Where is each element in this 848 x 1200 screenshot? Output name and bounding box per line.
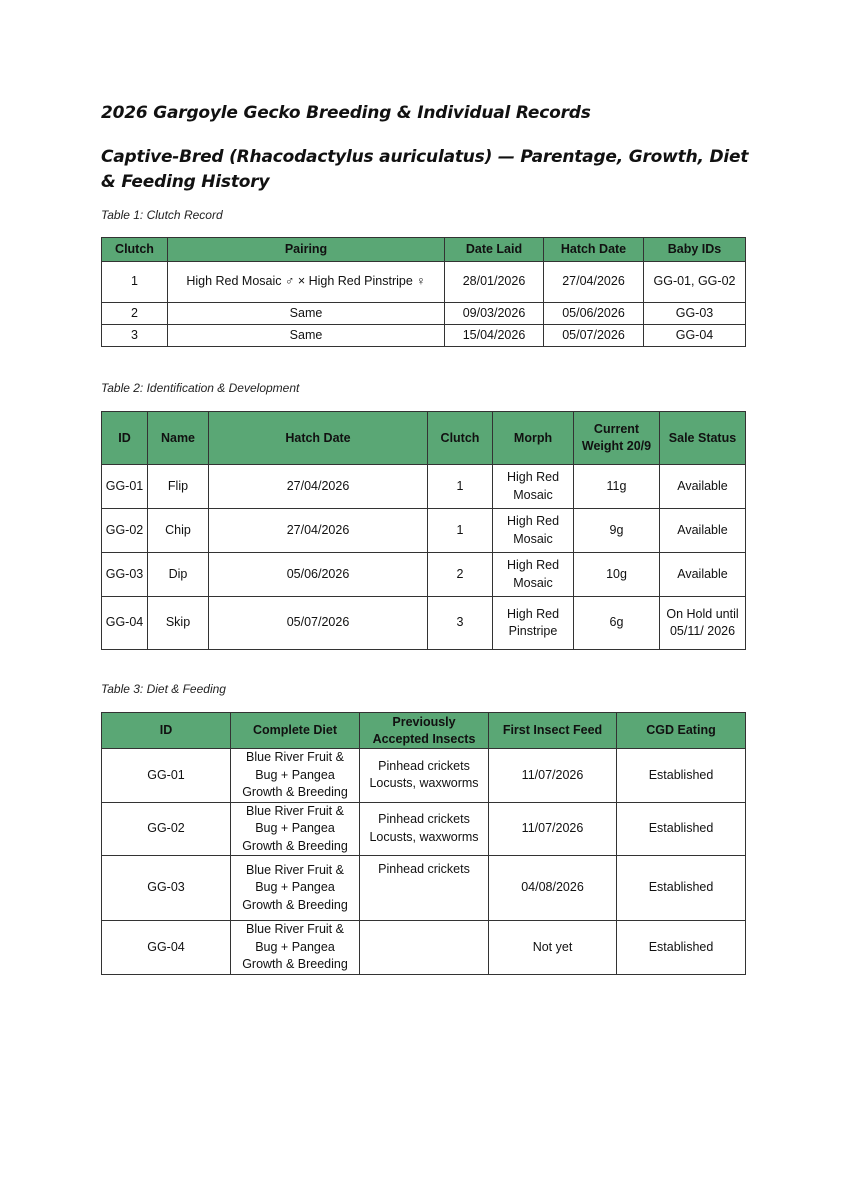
table-cell: 10g bbox=[574, 553, 660, 597]
table-cell: 3 bbox=[428, 597, 493, 650]
table-cell: Flip bbox=[148, 465, 209, 509]
table-row bbox=[102, 749, 746, 803]
table-cell: 15/04/2026 bbox=[445, 325, 544, 347]
table-cell: 05/07/2026 bbox=[209, 597, 428, 650]
table-cell: Established bbox=[617, 856, 746, 921]
table-cell: 3 bbox=[102, 325, 168, 347]
column-header: First Insect Feed bbox=[489, 713, 617, 749]
table-cell: Available bbox=[660, 509, 746, 553]
column-header: Name bbox=[148, 412, 209, 465]
document-subtitle: Captive-Bred (Rhacodactylus auriculatus) — Parentage, Growth, Diet & Feeding History bbox=[101, 147, 749, 192]
table-cell: GG-01 bbox=[102, 465, 148, 509]
column-header: Date Laid bbox=[445, 238, 544, 262]
column-header: Hatch Date bbox=[209, 412, 428, 465]
table-cell: High Red Mosaic ♂ × High Red Pinstripe ♀ bbox=[168, 262, 445, 303]
column-header: Clutch bbox=[428, 412, 493, 465]
column-header: ID bbox=[102, 412, 148, 465]
column-header: Clutch bbox=[102, 238, 168, 262]
table2-caption: Table 2: Identification & Development bbox=[101, 381, 300, 395]
table-cell: GG-03 bbox=[644, 303, 746, 325]
table-cell: GG-02 bbox=[102, 509, 148, 553]
column-header: ID bbox=[102, 713, 231, 749]
table-row bbox=[102, 509, 746, 553]
identification-development-table bbox=[101, 411, 746, 650]
table-cell: Established bbox=[617, 749, 746, 803]
table-cell: Available bbox=[660, 553, 746, 597]
table-cell: Same bbox=[168, 303, 445, 325]
column-header: Sale Status bbox=[660, 412, 746, 465]
table-cell: 6g bbox=[574, 597, 660, 650]
table-cell: 1 bbox=[102, 262, 168, 303]
table-cell: Blue River Fruit & Bug + Pangea Growth & Breeding bbox=[231, 856, 360, 921]
table-row bbox=[102, 303, 746, 325]
table-cell: Dip bbox=[148, 553, 209, 597]
table-row bbox=[102, 553, 746, 597]
table-row bbox=[102, 325, 746, 347]
table-cell: 27/04/2026 bbox=[209, 465, 428, 509]
table-cell: 27/04/2026 bbox=[544, 262, 644, 303]
table-cell: Blue River Fruit & Bug + Pangea Growth & Breeding bbox=[231, 749, 360, 803]
table-cell: 2 bbox=[102, 303, 168, 325]
table-row bbox=[102, 262, 746, 303]
table-cell: GG-04 bbox=[102, 921, 231, 975]
table-cell: GG-01 bbox=[102, 749, 231, 803]
column-header: Morph bbox=[493, 412, 574, 465]
table-row bbox=[102, 856, 746, 921]
table-cell: Chip bbox=[148, 509, 209, 553]
table-cell: Pinhead crickets Locusts, waxworms bbox=[360, 749, 489, 803]
table3-caption: Table 3: Diet & Feeding bbox=[101, 682, 226, 696]
column-header: CGD Eating bbox=[617, 713, 746, 749]
table-row bbox=[102, 597, 746, 650]
table-cell: On Hold until 05/11/ 2026 bbox=[660, 597, 746, 650]
table-cell: Pinhead crickets Locusts, waxworms bbox=[360, 802, 489, 856]
table-cell: Skip bbox=[148, 597, 209, 650]
table-row bbox=[102, 802, 746, 856]
table-cell: Not yet bbox=[489, 921, 617, 975]
table-cell: 27/04/2026 bbox=[209, 509, 428, 553]
table-cell: 2 bbox=[428, 553, 493, 597]
table-cell: GG-03 bbox=[102, 553, 148, 597]
table-cell: High Red Mosaic bbox=[493, 509, 574, 553]
document-title: 2026 Gargoyle Gecko Breeding & Individual Records bbox=[101, 103, 591, 123]
table-row bbox=[102, 921, 746, 975]
table-cell: 11/07/2026 bbox=[489, 749, 617, 803]
table-cell: GG-02 bbox=[102, 802, 231, 856]
column-header: Current Weight 20/9 bbox=[574, 412, 660, 465]
column-header: Hatch Date bbox=[544, 238, 644, 262]
column-header: Previously Accepted Insects bbox=[360, 713, 489, 749]
table-cell: High Red Mosaic bbox=[493, 465, 574, 509]
table-cell: Blue River Fruit & Bug + Pangea Growth & Breeding bbox=[231, 802, 360, 856]
table-cell: 11/07/2026 bbox=[489, 802, 617, 856]
table-cell: GG-04 bbox=[102, 597, 148, 650]
table-cell: Blue River Fruit & Bug + Pangea Growth & Breeding bbox=[231, 921, 360, 975]
table-cell: 05/06/2026 bbox=[544, 303, 644, 325]
table-cell: 05/07/2026 bbox=[544, 325, 644, 347]
table-cell: GG-01, GG-02 bbox=[644, 262, 746, 303]
table-cell: 28/01/2026 bbox=[445, 262, 544, 303]
column-header: Baby IDs bbox=[644, 238, 746, 262]
column-header: Pairing bbox=[168, 238, 445, 262]
table-cell: High Red Mosaic bbox=[493, 553, 574, 597]
clutch-record-table bbox=[101, 237, 746, 347]
table-cell: GG-03 bbox=[102, 856, 231, 921]
table-cell: High Red Pinstripe bbox=[493, 597, 574, 650]
table-cell: Same bbox=[168, 325, 445, 347]
table-cell: 05/06/2026 bbox=[209, 553, 428, 597]
table-cell: Established bbox=[617, 802, 746, 856]
table-cell: 09/03/2026 bbox=[445, 303, 544, 325]
table-cell: 11g bbox=[574, 465, 660, 509]
table-cell bbox=[360, 921, 489, 975]
table-cell: 1 bbox=[428, 465, 493, 509]
table-cell: Available bbox=[660, 465, 746, 509]
table-cell: 04/08/2026 bbox=[489, 856, 617, 921]
table-cell: Established bbox=[617, 921, 746, 975]
column-header: Complete Diet bbox=[231, 713, 360, 749]
table-cell: Pinhead crickets bbox=[360, 856, 489, 921]
diet-feeding-table bbox=[101, 712, 746, 975]
table1-caption: Table 1: Clutch Record bbox=[101, 208, 223, 222]
table-row bbox=[102, 465, 746, 509]
table-cell: 9g bbox=[574, 509, 660, 553]
table-cell: 1 bbox=[428, 509, 493, 553]
table-cell: GG-04 bbox=[644, 325, 746, 347]
